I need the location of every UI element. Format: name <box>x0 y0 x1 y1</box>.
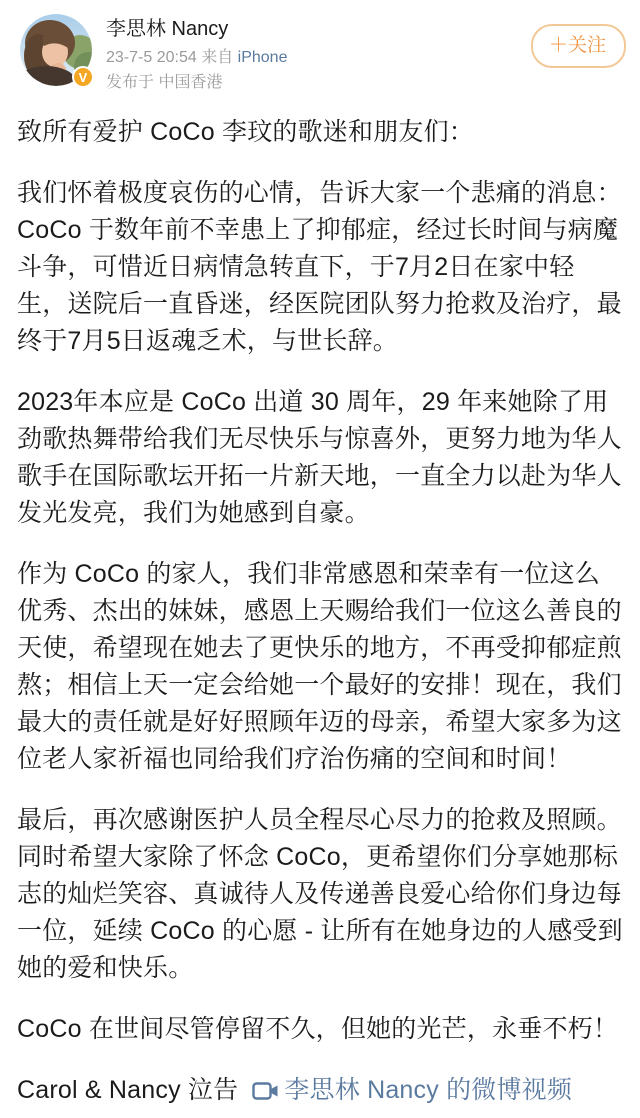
location-value: 中国香港 <box>158 74 223 91</box>
video-link[interactable] <box>252 1072 572 1109</box>
source-prefix: 来自 <box>201 49 234 66</box>
post-paragraph: 作为 CoCo 的家人，我们非常感恩和荣幸有一位这么优秀、杰出的妹妹，感恩上天赐给我们一位这么善良的天使，希望现在她去了更快乐的地方，不再受抑郁症煎熬；相信上天一定会给她一个最好的安排！现在，我们最大的责任就是好好照顾年迈的母亲，希望大家多为这位老人家祈福也同给我们疗治伤痛的空间和时间！ <box>17 560 622 773</box>
post-paragraph: 最后，再次感谢医护人员全程尽心尽力的抢救及照顾。同时希望大家除了怀念 CoCo，更希望你们分享她那标志的灿烂笑容、真诚待人及传递善良爱心给你们身边每一位，延续 CoCo 的心愿 - 让所有在她身边的人感受到她的爱和快乐。 <box>17 806 623 982</box>
video-link-label: 李思林 Nancy 的微博视频 <box>284 1076 573 1104</box>
post-source-link[interactable]: iPhone <box>237 49 288 66</box>
location-prefix: 发布于 <box>106 74 155 91</box>
video-camera-icon <box>252 1081 279 1101</box>
post-paragraphs <box>17 114 623 1048</box>
post-paragraph: 我们怀着极度哀伤的心情，告诉大家一个悲痛的消息：CoCo 于数年前不幸患上了抑郁症，经过长时间与病魔斗争，可惜近日病情急转直下，于7月2日在家中轻生，送院后一直昏迷，经医院团队努力抢救及治疗，最终于7月5日返魂乏术，与世长辞。 <box>17 179 622 355</box>
follow-button[interactable]: ＋关注 <box>531 24 626 68</box>
post-timestamp: 23-7-5 20:54 <box>106 49 197 66</box>
user-info <box>106 14 531 94</box>
verified-badge-icon: V <box>72 66 94 88</box>
post-location <box>106 72 531 94</box>
post-paragraph: 致所有爱护 CoCo 李玟的歌迷和朋友们： <box>17 118 475 146</box>
signature: Carol & Nancy 泣告 <box>17 1076 239 1104</box>
user-name[interactable]: 李思林 Nancy <box>106 18 229 40</box>
user-avatar[interactable] <box>20 14 92 86</box>
signature-line <box>17 1072 623 1109</box>
post-meta <box>106 47 531 69</box>
post-paragraph: CoCo 在世间尽管停留不久，但她的光芒，永垂不朽！ <box>17 1015 619 1043</box>
post-paragraph: 2023年本应是 CoCo 出道 30 周年，29 年来她除了用劲歌热舞带给我们无尽快乐与惊喜外，更努力地为华人歌手在国际歌坛开拓一片新天地，一直全力以赴为华人发光发亮，我们为她感到自豪。 <box>17 388 622 527</box>
post-header <box>0 0 640 94</box>
post-content <box>0 94 640 1109</box>
